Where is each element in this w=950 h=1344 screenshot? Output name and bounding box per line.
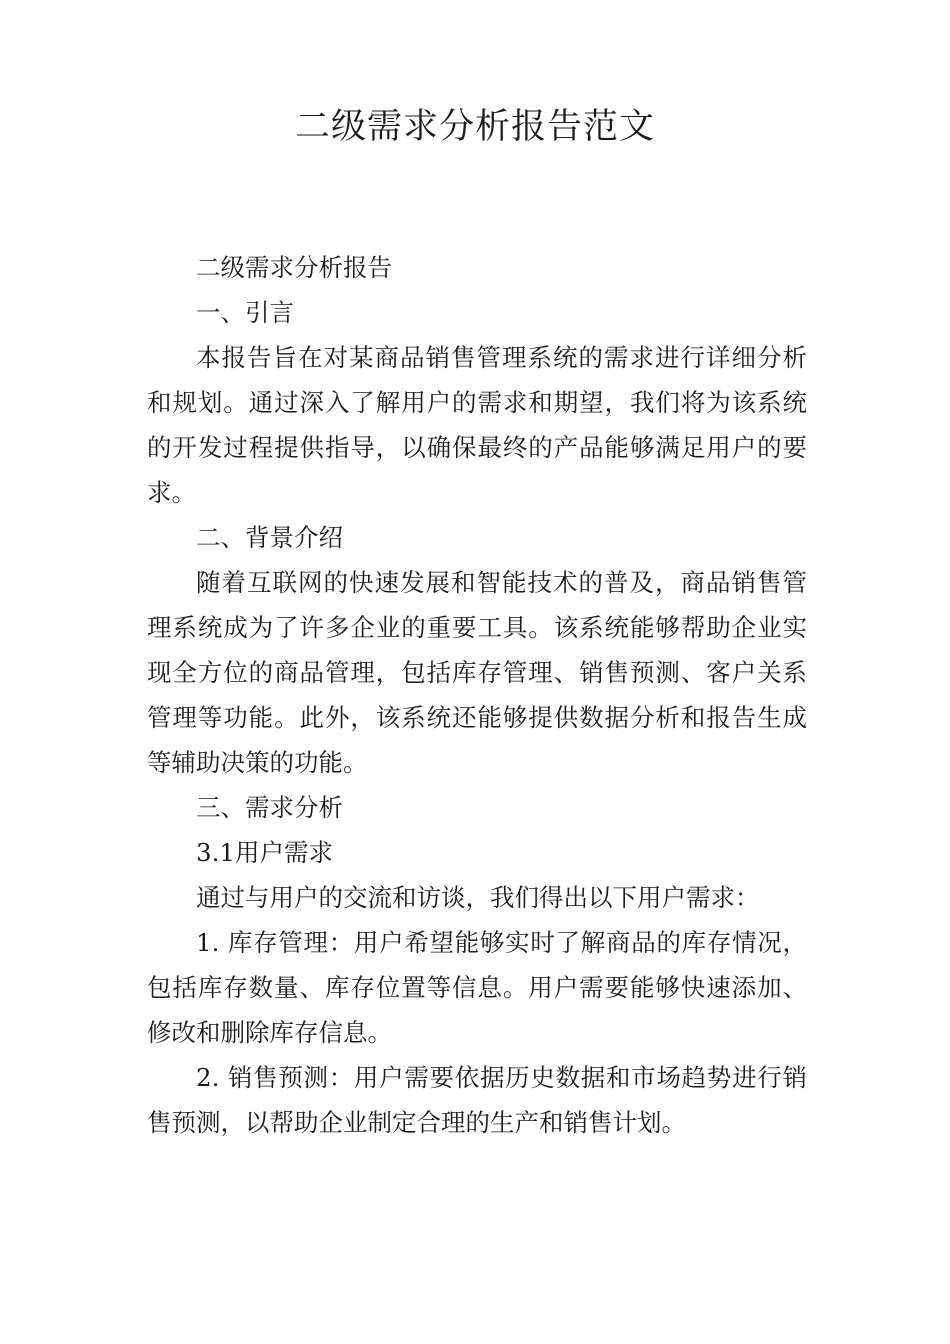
- document-title: 二级需求分析报告范文: [294, 107, 655, 147]
- section-heading-background: 二、背景介绍: [196, 523, 343, 552]
- document-body: [147, 245, 807, 1145]
- report-heading: 二级需求分析报告: [196, 253, 392, 282]
- user-requirements-intro: 通过与用户的交流和访谈，我们得出以下用户需求：: [196, 883, 760, 912]
- requirement-item-inventory: 1. 库存管理：用户希望能够实时了解商品的库存情况，包括库存数量、库存位置等信息。用户需要能够快速添加、修改和删除库存信息。: [147, 928, 807, 1047]
- background-paragraph: 随着互联网的快速发展和智能技术的普及，商品销售管理系统成为了许多企业的重要工具。该系统能够帮助企业实现全方位的商品管理，包括库存管理、销售预测、客户关系管理等功能。此外，该系统还能够提供数据分析和报告生成等辅助决策的功能。: [147, 568, 807, 777]
- section-heading-requirements: 三、需求分析: [196, 793, 343, 822]
- subsection-heading-user-requirements: 3.1用户需求: [196, 838, 333, 867]
- section-heading-introduction: 一、引言: [196, 298, 294, 327]
- requirement-item-sales-forecast: 2. 销售预测：用户需要依据历史数据和市场趋势进行销售预测，以帮助企业制定合理的生产和销售计划。: [147, 1063, 807, 1137]
- introduction-paragraph: 本报告旨在对某商品销售管理系统的需求进行详细分析和规划。通过深入了解用户的需求和期望，我们将为该系统的开发过程提供指导，以确保最终的产品能够满足用户的要求。: [147, 343, 807, 507]
